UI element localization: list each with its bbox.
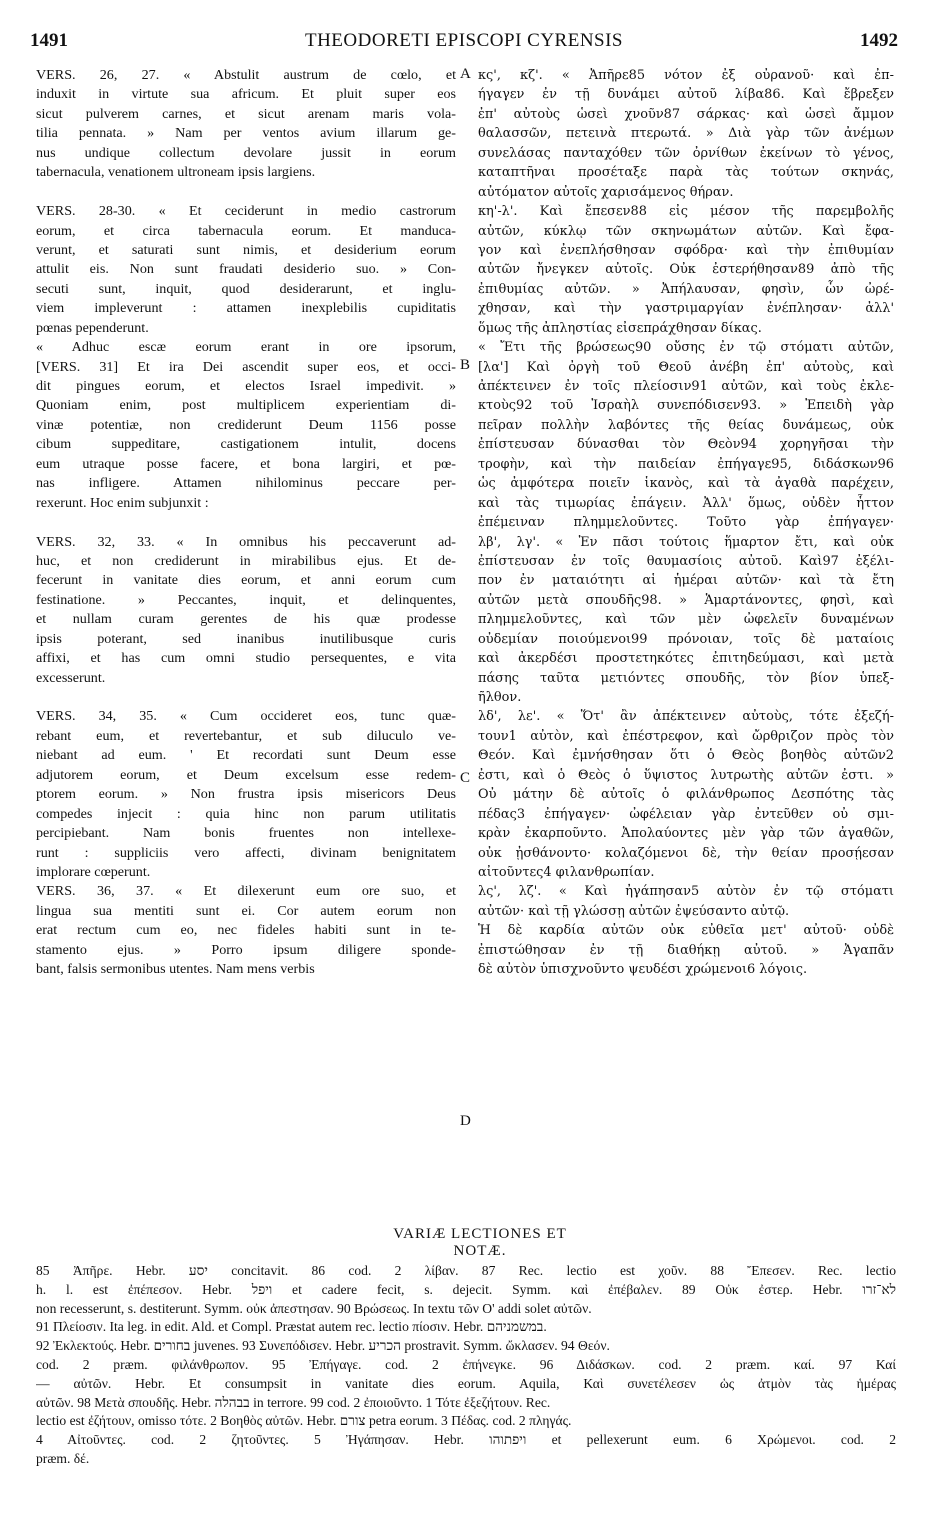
- note-line: αὐτῶν. 98 Μετὰ σπουδῆς. Hebr. בבהלה in terrore. 99 cod. 2 ἐποιοῦντο. 1 Τότε ἐξεζήτουν. Rec.: [36, 1394, 551, 1410]
- latin-text-line: nus undique collectum devolare jussit in eorum: [36, 144, 456, 161]
- greek-text-line: αὐτῶν ἤνεγκεν αὐτοῖς. Οὐκ ἐστερήθησαν89 ἀπὸ τῆς: [478, 262, 894, 278]
- greek-text-line: ἐπίστευσαν ἐν τοῖς θαυμασίοις αὐτοῦ. Καὶ97 ἐξέλι-: [478, 553, 894, 569]
- greek-text-line: γον καὶ ἐνεπλήσθησαν σφόδρα· καὶ τὴν ἐπιθυμίαν: [478, 242, 894, 258]
- note-line: cod. 2 præm. φιλάνθρωπον. 95 Ἐπήγαγε. cod. 2 ἐπήνεγκε. 96 Διδάσκων. cod. 2 præm. καί. 97 Καί: [36, 1356, 896, 1372]
- note-line: lectio est ἐζήτουν, omisso τότε. 2 Βοηθὸς αὐτῶν. Hebr. צורם petra eorum. 3 Πέδας. cod. 2 πληγάς.: [36, 1413, 572, 1429]
- note-line: præm. δέ.: [36, 1450, 90, 1466]
- latin-text-line: verunt, et saturati sunt nimis, et desiderium eorum: [36, 241, 456, 258]
- greek-text-line: πάσης ταῦτα μετιόντες σπουδῆς, τὸν βίον ὑπεξ-: [478, 670, 894, 686]
- note-line: non recesserunt, s. destiterunt. Symm. οὐκ ἀπεστησαν. 90 Βρώσεως. In textu τῶν Ο' addi solet αὐτῶν.: [36, 1300, 592, 1316]
- latin-text-line: pœnas pependerunt.: [36, 319, 149, 336]
- greek-text-line: τροφὴν, καὶ τὴν παιδείαν ἐπήγαγε95, διδάσκων96: [478, 456, 894, 472]
- latin-text-line: VERS. 32, 33. « In omnibus his peccaverunt ad-: [36, 533, 456, 550]
- latin-text-line: erat rectum cum eo, nec fideles habiti sunt in te-: [36, 922, 456, 939]
- greek-text-line: οὐδεμίαν ποιούμενοι99 πρόνοιαν, τοῖς δὲ ματαίοις: [478, 631, 894, 647]
- latin-text-line: fecerunt in vanitate dies eorum, et anni eorum cum: [36, 572, 456, 589]
- greek-text-line: αὐτῶν μετὰ σπουδῆς98. » Ἁμαρτάνοντες, φησὶ, καὶ: [478, 592, 894, 608]
- latin-text-line: tabernacula, venationem ultroneam ipsis largiens.: [36, 164, 316, 181]
- latin-text-line: ipsis poterant, sed inanibus inutilibusque curis: [36, 630, 456, 647]
- latin-text-line: niebant ad eum. ' Et recordati sunt Deum esse: [36, 747, 456, 764]
- latin-text-line: bant, falsis sermonibus utentes. Nam mens verbis: [36, 961, 315, 978]
- greek-text-line: κρὰν ἐκαρποῦντο. Ἀπολαύοντες μὲν γὰρ τῶν ἀγαθῶν,: [478, 826, 894, 842]
- latin-text-line: stamento ejus. » Porro ipsum diligere sponde-: [36, 941, 456, 958]
- greek-text-line: οὐκ ᾐσθάνοντο· κολαζόμενοι δὲ, τὴν θείαν προσῄεσαν: [478, 845, 894, 861]
- greek-text-line: αἰτοῦντες4 φιλανθρωπίαν.: [478, 864, 655, 880]
- latin-text-line: et nullam curam gerentes de his quæ prodesse: [36, 611, 456, 628]
- greek-text-line: ἐπιθυμίας αὐτῶν. » Ἀπήλαυσαν, φησὶν, ὧν ὠρέ-: [478, 281, 894, 297]
- latin-text-line: « Adhuc escæ eorum erant in ore ipsorum,: [36, 339, 456, 356]
- greek-text-line: δὲ αὐτὸν ὑπισχνοῦντο ψευδέσι χρώμενοι6 λόγοις.: [478, 962, 808, 978]
- greek-text-line: αὐτῶν· καὶ τῇ γλώσσῃ αὐτῶν ἐψεύσαντο αὐτῷ.: [478, 903, 790, 919]
- margin-letter-b: B: [460, 357, 471, 373]
- greek-text-line: λβ', λγ'. « Ἐν πᾶσι τούτοις ἥμαρτον ἔτι, καὶ οὐκ: [478, 534, 894, 550]
- greek-text-line: πλημμελοῦντες, καὶ τῶν μὲν ὠφελεῖν δυναμένων: [478, 612, 894, 628]
- latin-text-line: viem impleverunt : attamen inexplebilis cupiditatis: [36, 300, 456, 317]
- latin-text-line: sicut pulverem carnes, et sicut arenam maris vola-: [36, 105, 456, 122]
- greek-text-line: ήγαγεν ἐν τῇ δυνάμει αὐτοῦ λίβα86. Καὶ ἔβρεξεν: [478, 87, 894, 103]
- note-line: h. l. est ἐπέπεσον. Hebr. ויפל et cadere fecit, s. dejecit. Symm. καὶ ἐπέβαλεν. 89 Οὐκ ἐστερ. Hebr. לא־זרו: [36, 1281, 896, 1297]
- greek-text-line: καὶ τὰς τιμωρίας ἐπάγειν. Ἀλλ' ὅμως, οὐδὲν ἧττον: [478, 495, 894, 511]
- greek-text-line: ὅμως τῆς ἀπληστίας εἰσεπράχθησαν δίκας.: [478, 320, 762, 336]
- greek-text-line: ἐστι, καὶ ὁ Θεὸς ὁ ὕψιστος λυτρωτὴς αὐτῶν ἐστι. »: [478, 767, 894, 783]
- latin-text-line: adjutorem eorum, et Deum excelsum esse redem-: [36, 766, 456, 783]
- note-line: 85 Ἀπῆρε. Hebr. יסע concitavit. 86 cod. 2 λίβαν. 87 Rec. lectio est χοῦν. 88 Ἔπεσεν. Rec. lectio: [36, 1263, 896, 1278]
- greek-text-line: κς', κζ'. « Ἀπῆρε85 νότον ἐξ οὐρανοῦ· καὶ ἐπ-: [478, 68, 894, 83]
- greek-text-line: ὡς ἀμφότερα ποιεῖν ἱκανὸς, καὶ τὰ ἀγαθὰ παρέχειν,: [478, 476, 894, 492]
- latin-text-line: VERS. 34, 35. « Cum occideret eos, tunc quæ-: [36, 708, 456, 725]
- margin-letter-d: D: [460, 1113, 471, 1129]
- greek-text-line: θαλασσῶν, πετεινὰ πτερωτά. » Διὰ γὰρ τῶν ἀνέμων: [478, 126, 894, 142]
- greek-text-line: ἐπέμειναν πλημμελοῦντες. Τοῦτο γὰρ ἐπήγαγεν·: [478, 515, 894, 531]
- latin-text-line: lingua sua mentiti sunt ei. Cor autem eorum non: [36, 902, 456, 919]
- latin-text-line: compedes injecit : quia hinc non parum utilitatis: [36, 805, 456, 822]
- latin-text-line: rebant eum, et revertebantur, et sub diluculo ve-: [36, 727, 456, 744]
- greek-text-line: λς', λζ'. « Καὶ ἠγάπησαν5 αὐτὸν ἐν τῷ στόματι: [478, 884, 894, 900]
- greek-text-line: ῆλθον.: [478, 690, 522, 705]
- note-line: 91 Πλείοσιν. Ita leg. in edit. Ald. et Compl. Præstat autem rec. lectio πίοσιν. Hebr. במשמניהם.: [36, 1319, 547, 1335]
- notes-block: [36, 1262, 896, 1469]
- notes-heading: VARIÆ LECTIONES ET NOTÆ.: [393, 1226, 567, 1259]
- latin-text-line: cibum suppeditare, castigationem intulit, docens: [36, 436, 456, 453]
- running-header: [30, 30, 898, 62]
- latin-text-line: vinæ potentiæ, non crediderunt Deum 1156 posse: [36, 416, 456, 433]
- greek-text-line: κη'-λ'. Καὶ ἔπεσεν88 εἰς μέσον τῆς παρεμβολῆς: [478, 204, 894, 220]
- greek-text-line: πον ἐν ματαιότητι αἱ ἡμέραι αὐτῶν· καὶ τὰ ἔτη: [478, 573, 894, 589]
- margin-letter-a: A: [460, 66, 471, 82]
- latin-column: [36, 66, 456, 980]
- latin-text-line: VERS. 28-30. « Et ceciderunt in medio castrorum: [36, 203, 456, 220]
- greek-text-line: χθησαν, καὶ τὴν γαστριμαργίαν ἐνέπλησαν· ἀλλ': [478, 301, 894, 317]
- running-title: THEODORETI EPISCOPI CYRENSIS: [304, 30, 624, 51]
- greek-text-line: πέδας3 ἐπήγαγεν· ὠφέλειαν γὰρ ἐντεῦθεν οὐ σμι-: [478, 806, 894, 822]
- greek-text-line: λδ', λε'. « Ὅτ' ἂν ἀπέκτεινεν αὐτοὺς, τότε ἐξεζή-: [478, 709, 894, 725]
- latin-text-line: eum utraque posse facere, et bona largiri, et pœ-: [36, 455, 456, 472]
- latin-text-line: Quoniam enim, post multiplicem experientiam di-: [36, 397, 456, 414]
- greek-text-line: πεῖραν πολλὴν λαβόντες τῆς θείας δυνάμεως, οὐκ: [478, 417, 894, 433]
- greek-text-line: [λα'] Καὶ ὀργὴ τοῦ Θεοῦ ἀνέβη ἐπ' αὐτοὺς, καὶ: [478, 359, 894, 375]
- greek-text-line: ἐπ' αὐτοὺς ὡσεὶ χνοῦν87 σάρκας· καὶ ὡσεὶ ἄμμον: [478, 106, 894, 122]
- latin-text-line: attulit eis. Non sunt fraudati desiderio suo. » Con-: [36, 261, 456, 278]
- margin-letter-c: C: [460, 770, 471, 786]
- latin-text-line: [36, 688, 456, 707]
- greek-text-line: ἐπίστευσαν δύνασθαι τὸν Θεὸν94 χορηγῆσαι τὴν: [478, 437, 894, 453]
- latin-text-line: affixi, et has cum omni studio persequentes, e vita: [36, 650, 456, 667]
- latin-text-line: percipiebant. Nam bonis fruentes non intellexe-: [36, 825, 456, 842]
- greek-text-line: « Ἔτι τῆς βρώσεως90 οὔσης ἐν τῷ στόματι αὐτῶν,: [478, 340, 894, 356]
- latin-text-line: induxit in virtute sua africum. Et pluit super eos: [36, 86, 456, 103]
- latin-text-line: implorare cœperunt.: [36, 863, 151, 880]
- greek-column: [478, 66, 894, 980]
- greek-text-line: καταπτῆναι προσέταξε παρὰ τὰς τούτων σκηνάς,: [478, 165, 894, 181]
- latin-text-line: festinatione. » Peccantes, inquit, et delinquentes,: [36, 591, 456, 608]
- note-line: 4 Αἰτοῦντες. cod. 2 ζητοῦντες. 5 Ἠγάπησαν. Hebr. ויפתוהו et pellexerunt eum. 6 Χρώμενοι. cod. 2: [36, 1432, 896, 1448]
- note-line: — αὐτῶν. Hebr. Et consumpsit in vanitate dies eorum. Aquila, Καὶ συνετέλεσεν ὡς ἀτμὸν τὰς ἡμέρας: [36, 1375, 896, 1391]
- latin-text-line: [36, 183, 456, 202]
- latin-text-line: dit pingues eorum, et electos Israel impedivit. »: [36, 378, 456, 394]
- latin-text-line: huc, et non crediderunt in mirabilibus ejus. Et de-: [36, 552, 456, 569]
- greek-text-line: αὐτῶν, κύκλῳ τῶν σκηνωμάτων αὐτῶν. Καὶ ἔφα-: [478, 223, 894, 239]
- greek-text-line: κτοὺς92 τοῦ Ἰσραὴλ συνεπόδισεν93. » Ἐπειδὴ γὰρ: [478, 398, 894, 414]
- latin-text-line: [VERS. 31] Et ira Dei ascendit super eos, et occi-: [36, 358, 456, 375]
- latin-text-line: [36, 513, 456, 532]
- greek-text-line: τουν1 αὐτὸν, καὶ ἐπέστρεφον, καὶ ὤρθριζον πρὸς τὸν: [478, 728, 894, 744]
- latin-text-line: secuti sunt, inquit, quod desiderarunt, et inglu-: [36, 280, 456, 297]
- latin-text-line: ptorem eorum. » Non frustra ipsis misericors Deus: [36, 786, 456, 803]
- latin-text-line: VERS. 36, 37. « Et dilexerunt eum ore suo, et: [36, 883, 456, 900]
- greek-text-line: ἀπέκτεινεν ἐν τοῖς πλείοσιν91 αὐτῶν, καὶ τοὺς ἐκλε-: [478, 379, 894, 394]
- page-number-left: 1491: [30, 30, 68, 51]
- greek-text-line: συνελάσας πανταχόθεν τῶν ὀρνίθων ἐκείνων τὸ γένος,: [478, 145, 894, 161]
- latin-text-line: eorum, et circa tabernacula eorum. Et manduca-: [36, 222, 456, 239]
- latin-text-line: excesserunt.: [36, 669, 106, 686]
- greek-text-line: Ἡ δὲ καρδία αὐτῶν οὐκ εὐθεῖα μετ' αὐτοῦ· οὐδὲ: [478, 923, 894, 939]
- latin-text-line: tilia pennata. » Nam per ventos avium illarum ge-: [36, 125, 456, 142]
- latin-text-line: nas infligere. Attamen nihilominus peccare per-: [36, 475, 456, 492]
- greek-text-line: αὐτόματον αὐτοῖς χαρισάμενος θήραν.: [478, 184, 734, 200]
- latin-text-line: runt : suppliciis vero affecti, divinam benignitatem: [36, 844, 456, 861]
- greek-text-line: Θεόν. Καὶ ἐμνήσθησαν ὅτι ὁ Θεὸς βοηθὸς αὐτῶν2: [478, 748, 894, 764]
- note-line: 92 Ἐκλεκτούς. Hebr. בחורים juvenes. 93 Συνεπόδισεν. Hebr. הכריע prostravit. Symm. ὤκλασεν. 94 Θεόν.: [36, 1338, 610, 1354]
- greek-text-line: Οὐ μάτην δὲ αὐτοῖς ὁ φιλάνθρωπος Δεσπότης τὰς: [478, 787, 894, 803]
- page-number-right: 1492: [860, 30, 898, 51]
- latin-text-line: VERS. 26, 27. « Abstulit austrum de cœlo, et: [36, 67, 456, 83]
- latin-text-line: rexerunt. Hoc enim subjunxit :: [36, 494, 209, 511]
- greek-text-line: καὶ ἀκερδέσι προστετηκότες ἐπιτηδεύμασι, καὶ μετὰ: [478, 651, 894, 667]
- greek-text-line: ἐπιστώθησαν ἐν τῇ διαθήκῃ αὐτοῦ. » Ἀγαπᾶν: [478, 942, 894, 958]
